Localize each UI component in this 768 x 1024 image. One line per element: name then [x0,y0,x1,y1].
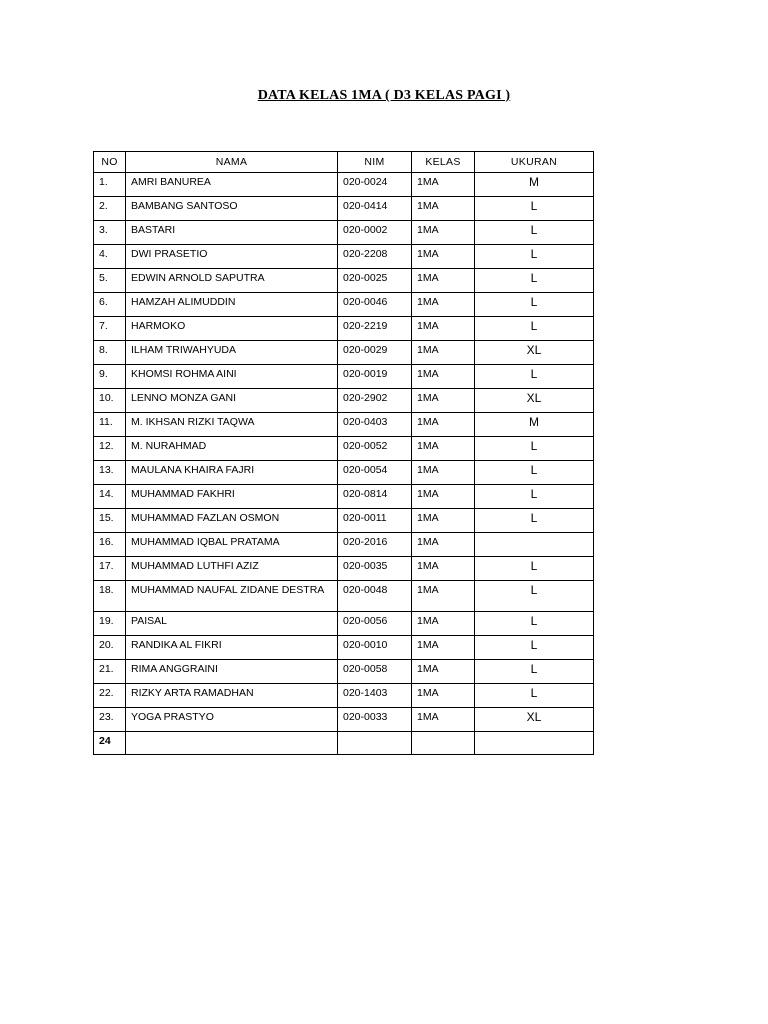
no-cell: 8. [94,341,126,365]
ukuran-cell: L [475,509,594,533]
nama-cell: LENNO MONZA GANI [126,389,338,413]
nim-cell: 020-0010 [338,636,412,660]
no-cell: 22. [94,684,126,708]
table-body [94,173,594,755]
kelas-cell: 1MA [412,708,475,732]
table-row [94,461,594,485]
nim-cell: 020-0035 [338,557,412,581]
nim-cell: 020-0048 [338,581,412,612]
nim-cell: 020-0403 [338,413,412,437]
kelas-cell: 1MA [412,485,475,509]
kelas-cell: 1MA [412,660,475,684]
ukuran-cell: L [475,245,594,269]
kelas-cell: 1MA [412,293,475,317]
nim-cell: 020-2219 [338,317,412,341]
nama-cell: M. IKHSAN RIZKI TAQWA [126,413,338,437]
ukuran-cell: L [475,221,594,245]
kelas-cell: 1MA [412,636,475,660]
no-cell: 11. [94,413,126,437]
nama-cell: ILHAM TRIWAHYUDA [126,341,338,365]
kelas-cell: 1MA [412,365,475,389]
kelas-cell: 1MA [412,173,475,197]
kelas-cell: 1MA [412,317,475,341]
table-row [94,708,594,732]
nama-cell: DWI PRASETIO [126,245,338,269]
nama-cell: EDWIN ARNOLD SAPUTRA [126,269,338,293]
nim-cell: 020-2208 [338,245,412,269]
no-cell: 20. [94,636,126,660]
no-cell: 13. [94,461,126,485]
kelas-cell: 1MA [412,557,475,581]
nim-cell: 020-0058 [338,660,412,684]
ukuran-cell: L [475,660,594,684]
kelas-cell: 1MA [412,684,475,708]
kelas-cell: 1MA [412,197,475,221]
header-no: NO [94,152,126,173]
ukuran-cell: XL [475,341,594,365]
ukuran-cell: M [475,173,594,197]
kelas-cell: 1MA [412,461,475,485]
ukuran-cell: XL [475,389,594,413]
ukuran-cell: L [475,269,594,293]
ukuran-cell [475,533,594,557]
nama-cell: HAMZAH ALIMUDDIN [126,293,338,317]
table-row [94,365,594,389]
nim-cell: 020-0814 [338,485,412,509]
kelas-cell: 1MA [412,612,475,636]
nim-cell: 020-0046 [338,293,412,317]
table-header-row [94,152,594,173]
no-cell: 9. [94,365,126,389]
ukuran-cell: L [475,437,594,461]
nim-cell: 020-2016 [338,533,412,557]
nama-cell: MUHAMMAD NAUFAL ZIDANE DESTRA [126,581,338,612]
nama-cell: MAULANA KHAIRA FAJRI [126,461,338,485]
ukuran-cell: L [475,365,594,389]
nama-cell: BASTARI [126,221,338,245]
nama-cell [126,732,338,755]
ukuran-cell [475,732,594,755]
ukuran-cell: L [475,581,594,612]
nim-cell: 020-1403 [338,684,412,708]
no-cell: 17. [94,557,126,581]
kelas-cell: 1MA [412,245,475,269]
kelas-cell: 1MA [412,413,475,437]
ukuran-cell: L [475,636,594,660]
table-row [94,197,594,221]
nim-cell: 020-0029 [338,341,412,365]
no-cell: 2. [94,197,126,221]
nim-cell: 020-0019 [338,365,412,389]
no-cell: 10. [94,389,126,413]
no-cell: 5. [94,269,126,293]
ukuran-cell: M [475,413,594,437]
nama-cell: YOGA PRASTYO [126,708,338,732]
table-row [94,269,594,293]
kelas-cell [412,732,475,755]
table-row [94,732,594,755]
ukuran-cell: L [475,684,594,708]
header-nim: NIM [338,152,412,173]
no-cell: 12. [94,437,126,461]
ukuran-cell: XL [475,708,594,732]
nama-cell: MUHAMMAD FAKHRI [126,485,338,509]
kelas-cell: 1MA [412,221,475,245]
kelas-cell: 1MA [412,437,475,461]
nama-cell: AMRI BANUREA [126,173,338,197]
table-row [94,485,594,509]
ukuran-cell: L [475,557,594,581]
table-row [94,684,594,708]
kelas-cell: 1MA [412,533,475,557]
nama-cell: MUHAMMAD LUTHFI AZIZ [126,557,338,581]
no-cell: 16. [94,533,126,557]
kelas-cell: 1MA [412,509,475,533]
nama-cell: RIMA ANGGRAINI [126,660,338,684]
header-kelas: KELAS [412,152,475,173]
nim-cell: 020-0054 [338,461,412,485]
ukuran-cell: L [475,293,594,317]
nama-cell: HARMOKO [126,317,338,341]
nama-cell: PAISAL [126,612,338,636]
table-row [94,557,594,581]
no-cell: 24 [94,732,126,755]
kelas-cell: 1MA [412,269,475,293]
table-row [94,341,594,365]
ukuran-cell: L [475,317,594,341]
nama-cell: RIZKY ARTA RAMADHAN [126,684,338,708]
kelas-cell: 1MA [412,341,475,365]
table-row [94,533,594,557]
no-cell: 14. [94,485,126,509]
table-row [94,581,594,612]
no-cell: 19. [94,612,126,636]
table-row [94,245,594,269]
table-row [94,636,594,660]
header-ukuran: UKURAN [475,152,594,173]
no-cell: 18. [94,581,126,612]
ukuran-cell: L [475,485,594,509]
kelas-cell: 1MA [412,389,475,413]
nama-cell: BAMBANG SANTOSO [126,197,338,221]
ukuran-cell: L [475,197,594,221]
nim-cell: 020-2902 [338,389,412,413]
no-cell: 4. [94,245,126,269]
nim-cell: 020-0025 [338,269,412,293]
table-row [94,660,594,684]
nim-cell: 020-0024 [338,173,412,197]
table-row [94,509,594,533]
nim-cell: 020-0056 [338,612,412,636]
nama-cell: RANDIKA AL FIKRI [126,636,338,660]
nama-cell: MUHAMMAD FAZLAN OSMON [126,509,338,533]
table-row [94,221,594,245]
table-row [94,389,594,413]
ukuran-cell: L [475,461,594,485]
nim-cell: 020-0052 [338,437,412,461]
table-row [94,437,594,461]
no-cell: 6. [94,293,126,317]
no-cell: 3. [94,221,126,245]
document-title: DATA KELAS 1MA ( D3 KELAS PAGI ) [257,88,511,103]
table-row [94,612,594,636]
nim-cell: 020-0002 [338,221,412,245]
no-cell: 1. [94,173,126,197]
table-row [94,293,594,317]
nama-cell: M. NURAHMAD [126,437,338,461]
no-cell: 15. [94,509,126,533]
nama-cell: MUHAMMAD IQBAL PRATAMA [126,533,338,557]
ukuran-cell: L [475,612,594,636]
no-cell: 23. [94,708,126,732]
table-row [94,413,594,437]
nama-cell: KHOMSI ROHMA AINI [126,365,338,389]
no-cell: 21. [94,660,126,684]
student-table [93,151,594,755]
table-row [94,173,594,197]
table-row [94,317,594,341]
header-nama: NAMA [126,152,338,173]
nim-cell: 020-0414 [338,197,412,221]
nim-cell [338,732,412,755]
kelas-cell: 1MA [412,581,475,612]
nim-cell: 020-0011 [338,509,412,533]
no-cell: 7. [94,317,126,341]
nim-cell: 020-0033 [338,708,412,732]
